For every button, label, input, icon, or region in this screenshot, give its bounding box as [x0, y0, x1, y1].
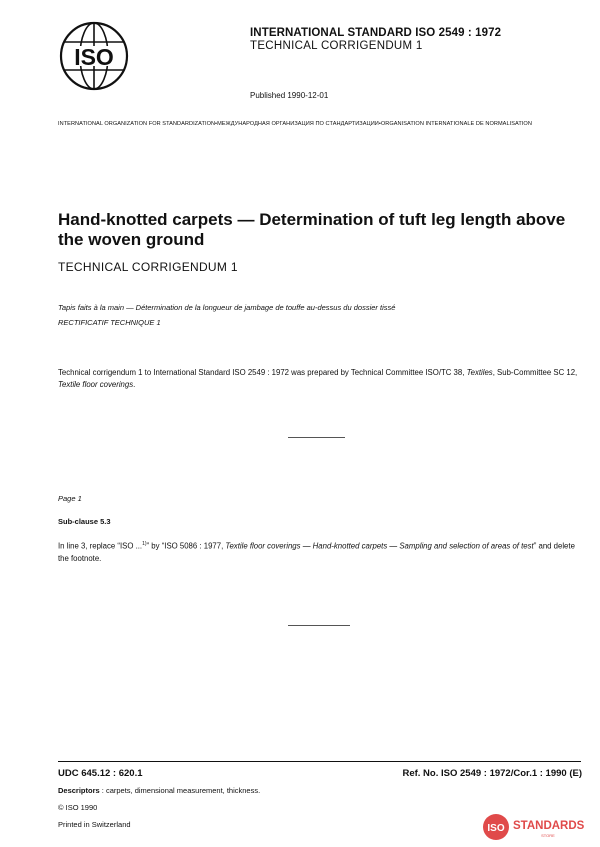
udc-number: UDC 645.12 : 620.1: [58, 768, 143, 779]
intro-paragraph: Technical corrigendum 1 to International Standard ISO 2549 : 1972 was prepared by Technical Committee ISO/TC 38, Textiles, Sub-Committee SC 12, Textile floor coverings.: [58, 368, 578, 389]
document-title: Hand-knotted carpets — Determination of tuft leg length above the woven ground: [58, 210, 566, 249]
svg-text:STORE: STORE: [541, 833, 555, 838]
svg-text:STANDARDS: STANDARDS: [513, 820, 585, 832]
svg-text:ISO: ISO: [487, 823, 505, 834]
corrigendum-label: TECHNICAL CORRIGENDUM 1: [250, 40, 423, 52]
descriptors: Descriptors : carpets, dimensional measurement, thickness.: [58, 786, 261, 795]
subclause-heading: Sub-clause 5.3: [58, 517, 111, 526]
divider: [288, 437, 345, 438]
organization-line: INTERNATIONAL ORGANIZATION FOR STANDARDIZATION•МЕЖДУНАРОДНАЯ ОРГАНИЗАЦИЯ ПО СТАНДАРТИЗАЦИИ•ORGANISATION INTERNATIONALE DE NORMALISATION: [58, 121, 532, 127]
divider: [288, 625, 350, 626]
footer-rule: [58, 761, 581, 762]
published-date: Published 1990-12-01: [250, 91, 329, 100]
french-corrigendum: RECTIFICATIF TECHNIQUE 1: [58, 318, 161, 327]
printed-note: Printed in Switzerland: [58, 820, 131, 829]
standard-title: INTERNATIONAL STANDARD ISO 2549 : 1972: [250, 27, 502, 39]
reference-number: Ref. No. ISO 2549 : 1972/Cor.1 : 1990 (E): [402, 768, 582, 779]
svg-text:ISO: ISO: [74, 44, 114, 70]
french-title: Tapis faits à la main — Détermination de la longueur de jambage de touffe au-dessus du dossier tissé: [58, 303, 396, 312]
document-subtitle: TECHNICAL CORRIGENDUM 1: [58, 260, 238, 274]
copyright: © ISO 1990: [58, 803, 98, 812]
correction-text: In line 3, replace “ISO ...$^{1)}$” by “ISO 5086 : 1977, Textile floor coverings — Hand-knotted carpets — Sampling and selection of areas of test” and delete the footnote.: [58, 541, 575, 563]
iso-logo: [58, 20, 130, 92]
page-reference: Page 1: [58, 494, 82, 503]
standards-store-badge: [482, 812, 594, 842]
